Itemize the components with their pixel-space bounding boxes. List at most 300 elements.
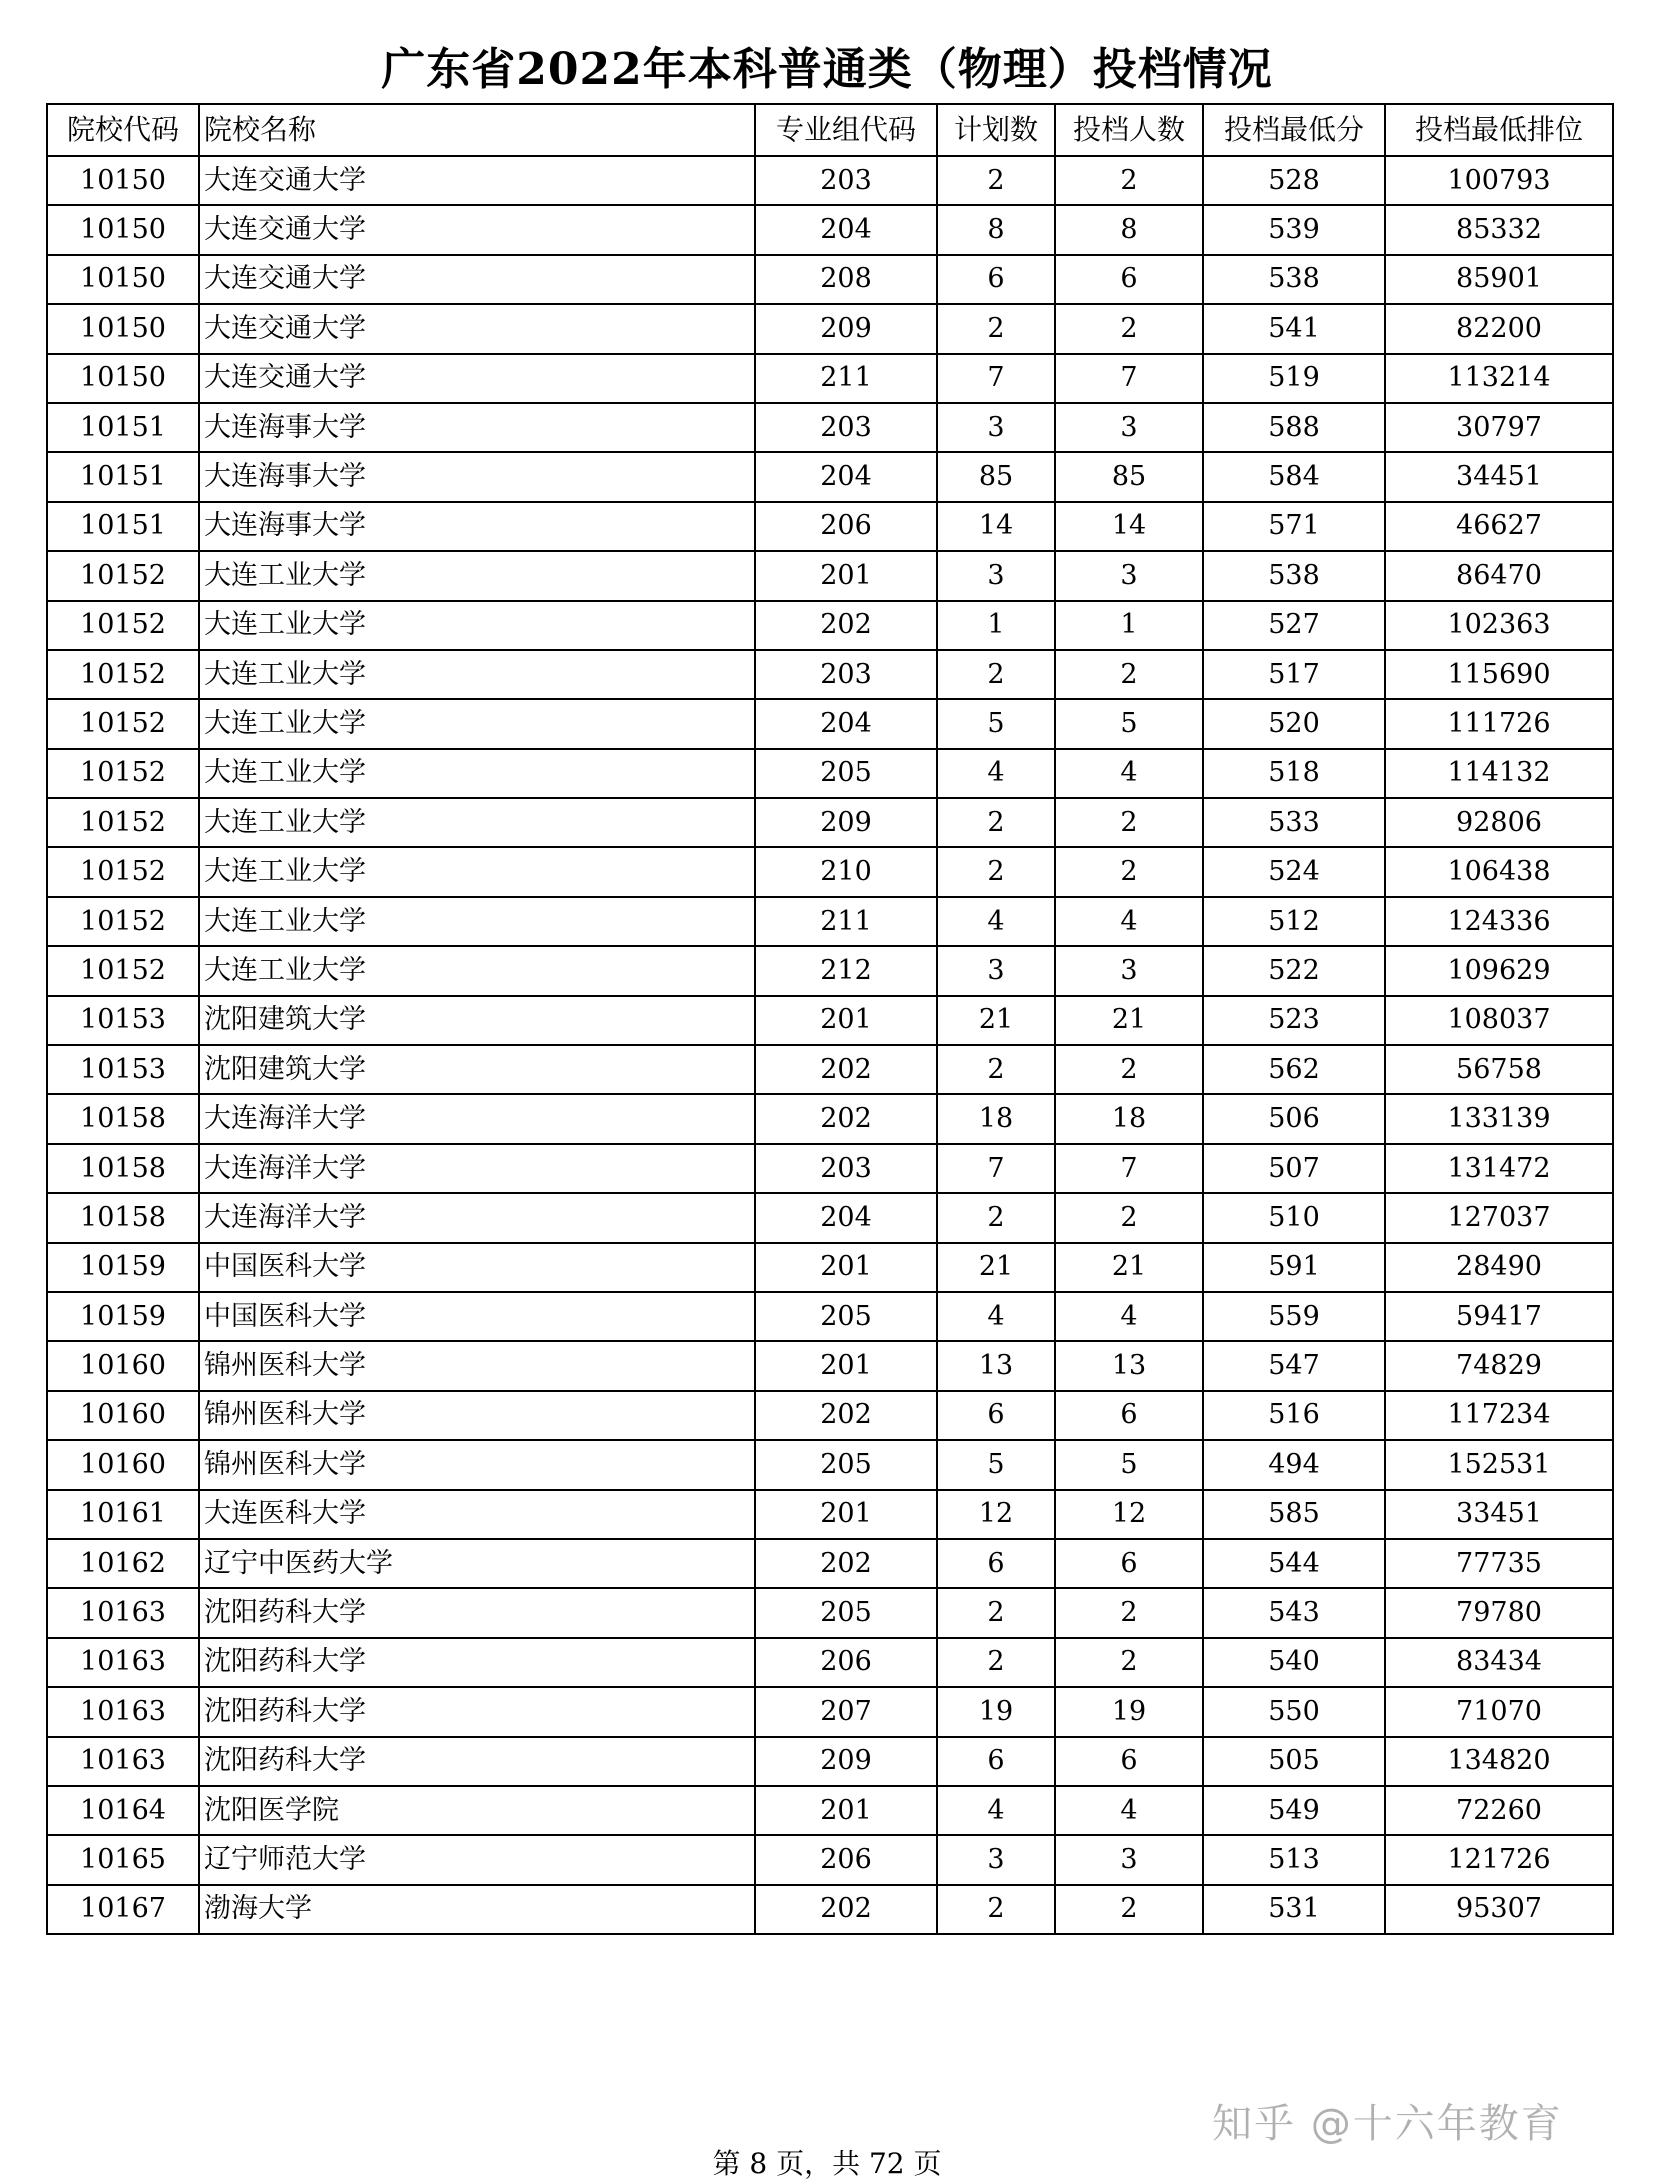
plan-count-cell: 2: [937, 650, 1055, 699]
min-score-cell: 531: [1203, 1885, 1385, 1934]
school-code-cell: 10163: [47, 1588, 199, 1637]
group-code-cell: 211: [755, 897, 937, 946]
min-rank-cell: 56758: [1385, 1045, 1613, 1094]
min-rank-cell: 71070: [1385, 1687, 1613, 1736]
school-code-cell: 10164: [47, 1786, 199, 1835]
table-row: [47, 1094, 1613, 1143]
min-rank-cell: 102363: [1385, 601, 1613, 650]
school-code-cell: 10151: [47, 502, 199, 551]
group-code-cell: 212: [755, 946, 937, 995]
min-rank-cell: 115690: [1385, 650, 1613, 699]
school-code-cell: 10152: [47, 601, 199, 650]
plan-count-cell: 21: [937, 1243, 1055, 1292]
school-code-cell: 10150: [47, 156, 199, 205]
min-rank-cell: 95307: [1385, 1885, 1613, 1934]
admitted-count-cell: 2: [1055, 798, 1203, 847]
school-name-cell: 大连工业大学: [199, 551, 755, 600]
group-code-cell: 201: [755, 996, 937, 1045]
group-code-cell: 204: [755, 699, 937, 748]
column-header: 投档最低排位: [1385, 104, 1613, 156]
admitted-count-cell: 5: [1055, 699, 1203, 748]
table-row: [47, 1243, 1613, 1292]
plan-count-cell: 85: [937, 452, 1055, 501]
plan-count-cell: 7: [937, 354, 1055, 403]
school-name-cell: 沈阳建筑大学: [199, 996, 755, 1045]
table-row: [47, 551, 1613, 600]
min-rank-cell: 127037: [1385, 1193, 1613, 1242]
table-row: [47, 1687, 1613, 1736]
school-name-cell: 辽宁师范大学: [199, 1835, 755, 1884]
group-code-cell: 202: [755, 1391, 937, 1440]
table-row: [47, 452, 1613, 501]
school-name-cell: 大连工业大学: [199, 650, 755, 699]
min-rank-cell: 111726: [1385, 699, 1613, 748]
min-score-cell: 550: [1203, 1687, 1385, 1736]
watermark: 知乎 @十六年教育: [1212, 2101, 1563, 2147]
group-code-cell: 203: [755, 1144, 937, 1193]
table-row: [47, 1440, 1613, 1489]
plan-count-cell: 8: [937, 205, 1055, 254]
min-score-cell: 505: [1203, 1737, 1385, 1786]
min-rank-cell: 133139: [1385, 1094, 1613, 1143]
school-name-cell: 锦州医科大学: [199, 1341, 755, 1390]
min-rank-cell: 92806: [1385, 798, 1613, 847]
plan-count-cell: 18: [937, 1094, 1055, 1143]
plan-count-cell: 2: [937, 304, 1055, 353]
column-header: 投档最低分: [1203, 104, 1385, 156]
table-row: [47, 1737, 1613, 1786]
plan-count-cell: 4: [937, 897, 1055, 946]
school-code-cell: 10152: [47, 650, 199, 699]
group-code-cell: 203: [755, 650, 937, 699]
min-score-cell: 549: [1203, 1786, 1385, 1835]
min-score-cell: 539: [1203, 205, 1385, 254]
school-name-cell: 大连海事大学: [199, 403, 755, 452]
table-row: [47, 1193, 1613, 1242]
group-code-cell: 202: [755, 1045, 937, 1094]
table-row: [47, 1341, 1613, 1390]
admitted-count-cell: 2: [1055, 156, 1203, 205]
min-rank-cell: 30797: [1385, 403, 1613, 452]
school-code-cell: 10152: [47, 897, 199, 946]
admitted-count-cell: 6: [1055, 255, 1203, 304]
min-score-cell: 559: [1203, 1292, 1385, 1341]
min-rank-cell: 33451: [1385, 1490, 1613, 1539]
group-code-cell: 202: [755, 601, 937, 650]
min-rank-cell: 131472: [1385, 1144, 1613, 1193]
school-code-cell: 10162: [47, 1539, 199, 1588]
plan-count-cell: 6: [937, 1737, 1055, 1786]
admitted-count-cell: 18: [1055, 1094, 1203, 1143]
min-rank-cell: 124336: [1385, 897, 1613, 946]
min-score-cell: 523: [1203, 996, 1385, 1045]
table-row: [47, 1391, 1613, 1440]
admitted-count-cell: 1: [1055, 601, 1203, 650]
table-row: [47, 304, 1613, 353]
plan-count-cell: 14: [937, 502, 1055, 551]
plan-count-cell: 2: [937, 1588, 1055, 1637]
admitted-count-cell: 2: [1055, 650, 1203, 699]
school-code-cell: 10151: [47, 403, 199, 452]
school-name-cell: 辽宁中医药大学: [199, 1539, 755, 1588]
admitted-count-cell: 7: [1055, 354, 1203, 403]
min-rank-cell: 106438: [1385, 847, 1613, 896]
school-code-cell: 10150: [47, 354, 199, 403]
group-code-cell: 207: [755, 1687, 937, 1736]
plan-count-cell: 4: [937, 1292, 1055, 1341]
min-score-cell: 538: [1203, 255, 1385, 304]
school-name-cell: 大连工业大学: [199, 897, 755, 946]
school-code-cell: 10150: [47, 304, 199, 353]
school-code-cell: 10150: [47, 205, 199, 254]
admitted-count-cell: 7: [1055, 1144, 1203, 1193]
plan-count-cell: 2: [937, 1193, 1055, 1242]
admitted-count-cell: 3: [1055, 946, 1203, 995]
min-rank-cell: 86470: [1385, 551, 1613, 600]
school-name-cell: 锦州医科大学: [199, 1391, 755, 1440]
plan-count-cell: 1: [937, 601, 1055, 650]
group-code-cell: 201: [755, 551, 937, 600]
school-name-cell: 大连工业大学: [199, 749, 755, 798]
group-code-cell: 208: [755, 255, 937, 304]
admitted-count-cell: 2: [1055, 1638, 1203, 1687]
admitted-count-cell: 14: [1055, 502, 1203, 551]
group-code-cell: 206: [755, 1638, 937, 1687]
admitted-count-cell: 2: [1055, 1045, 1203, 1094]
table-row: [47, 1045, 1613, 1094]
plan-count-cell: 2: [937, 1638, 1055, 1687]
school-name-cell: 大连交通大学: [199, 354, 755, 403]
admitted-count-cell: 13: [1055, 1341, 1203, 1390]
school-name-cell: 大连交通大学: [199, 304, 755, 353]
table-row: [47, 354, 1613, 403]
admitted-count-cell: 8: [1055, 205, 1203, 254]
school-name-cell: 沈阳建筑大学: [199, 1045, 755, 1094]
school-code-cell: 10152: [47, 699, 199, 748]
school-code-cell: 10159: [47, 1292, 199, 1341]
column-header: 院校代码: [47, 104, 199, 156]
min-score-cell: 533: [1203, 798, 1385, 847]
school-name-cell: 渤海大学: [199, 1885, 755, 1934]
school-code-cell: 10152: [47, 551, 199, 600]
table-row: [47, 205, 1613, 254]
table-row: [47, 897, 1613, 946]
min-score-cell: 562: [1203, 1045, 1385, 1094]
min-score-cell: 544: [1203, 1539, 1385, 1588]
school-name-cell: 大连海事大学: [199, 502, 755, 551]
school-code-cell: 10160: [47, 1391, 199, 1440]
school-code-cell: 10160: [47, 1440, 199, 1489]
plan-count-cell: 4: [937, 1786, 1055, 1835]
school-code-cell: 10163: [47, 1638, 199, 1687]
plan-count-cell: 2: [937, 798, 1055, 847]
plan-count-cell: 2: [937, 156, 1055, 205]
group-code-cell: 204: [755, 1193, 937, 1242]
table-row: [47, 798, 1613, 847]
admitted-count-cell: 6: [1055, 1539, 1203, 1588]
min-score-cell: 516: [1203, 1391, 1385, 1440]
admitted-count-cell: 2: [1055, 847, 1203, 896]
min-score-cell: 527: [1203, 601, 1385, 650]
school-name-cell: 沈阳医学院: [199, 1786, 755, 1835]
group-code-cell: 203: [755, 156, 937, 205]
plan-count-cell: 2: [937, 1885, 1055, 1934]
plan-count-cell: 3: [937, 551, 1055, 600]
plan-count-cell: 3: [937, 946, 1055, 995]
plan-count-cell: 12: [937, 1490, 1055, 1539]
school-name-cell: 大连交通大学: [199, 255, 755, 304]
group-code-cell: 206: [755, 1835, 937, 1884]
school-name-cell: 中国医科大学: [199, 1292, 755, 1341]
group-code-cell: 211: [755, 354, 937, 403]
min-rank-cell: 77735: [1385, 1539, 1613, 1588]
school-code-cell: 10152: [47, 946, 199, 995]
table-row: [47, 1835, 1613, 1884]
admitted-count-cell: 6: [1055, 1391, 1203, 1440]
table-header-row: [47, 104, 1613, 156]
min-rank-cell: 114132: [1385, 749, 1613, 798]
group-code-cell: 209: [755, 798, 937, 847]
admitted-count-cell: 2: [1055, 304, 1203, 353]
column-header: 专业组代码: [755, 104, 937, 156]
table-row: [47, 749, 1613, 798]
school-code-cell: 10158: [47, 1144, 199, 1193]
min-rank-cell: 85332: [1385, 205, 1613, 254]
school-name-cell: 大连工业大学: [199, 699, 755, 748]
table-row: [47, 996, 1613, 1045]
group-code-cell: 206: [755, 502, 937, 551]
school-code-cell: 10159: [47, 1243, 199, 1292]
min-rank-cell: 85901: [1385, 255, 1613, 304]
min-score-cell: 513: [1203, 1835, 1385, 1884]
min-score-cell: 512: [1203, 897, 1385, 946]
min-score-cell: 517: [1203, 650, 1385, 699]
school-name-cell: 大连工业大学: [199, 847, 755, 896]
column-header: 院校名称: [199, 104, 755, 156]
group-code-cell: 201: [755, 1786, 937, 1835]
school-code-cell: 10153: [47, 1045, 199, 1094]
group-code-cell: 201: [755, 1341, 937, 1390]
min-score-cell: 591: [1203, 1243, 1385, 1292]
table-row: [47, 156, 1613, 205]
group-code-cell: 201: [755, 1243, 937, 1292]
school-name-cell: 沈阳药科大学: [199, 1737, 755, 1786]
min-score-cell: 519: [1203, 354, 1385, 403]
min-score-cell: 585: [1203, 1490, 1385, 1539]
admitted-count-cell: 2: [1055, 1193, 1203, 1242]
school-code-cell: 10151: [47, 452, 199, 501]
min-rank-cell: 100793: [1385, 156, 1613, 205]
min-score-cell: 571: [1203, 502, 1385, 551]
school-name-cell: 大连海洋大学: [199, 1094, 755, 1143]
group-code-cell: 210: [755, 847, 937, 896]
min-rank-cell: 79780: [1385, 1588, 1613, 1637]
group-code-cell: 202: [755, 1885, 937, 1934]
group-code-cell: 203: [755, 403, 937, 452]
school-name-cell: 大连海洋大学: [199, 1144, 755, 1193]
group-code-cell: 202: [755, 1094, 937, 1143]
school-code-cell: 10153: [47, 996, 199, 1045]
school-name-cell: 大连工业大学: [199, 601, 755, 650]
table-row: [47, 1539, 1613, 1588]
group-code-cell: 209: [755, 304, 937, 353]
plan-count-cell: 7: [937, 1144, 1055, 1193]
min-score-cell: 520: [1203, 699, 1385, 748]
min-score-cell: 547: [1203, 1341, 1385, 1390]
column-header: 投档人数: [1055, 104, 1203, 156]
admitted-count-cell: 4: [1055, 1292, 1203, 1341]
min-score-cell: 522: [1203, 946, 1385, 995]
school-code-cell: 10161: [47, 1490, 199, 1539]
min-score-cell: 506: [1203, 1094, 1385, 1143]
table-row: [47, 1490, 1613, 1539]
school-name-cell: 大连交通大学: [199, 205, 755, 254]
school-code-cell: 10152: [47, 847, 199, 896]
min-score-cell: 543: [1203, 1588, 1385, 1637]
table-row: [47, 502, 1613, 551]
school-code-cell: 10152: [47, 798, 199, 847]
school-name-cell: 大连交通大学: [199, 156, 755, 205]
table-row: [47, 1588, 1613, 1637]
min-score-cell: 494: [1203, 1440, 1385, 1489]
table-row: [47, 946, 1613, 995]
min-score-cell: 540: [1203, 1638, 1385, 1687]
min-score-cell: 507: [1203, 1144, 1385, 1193]
table-row: [47, 1638, 1613, 1687]
school-name-cell: 沈阳药科大学: [199, 1638, 755, 1687]
table-row: [47, 847, 1613, 896]
min-rank-cell: 74829: [1385, 1341, 1613, 1390]
min-rank-cell: 117234: [1385, 1391, 1613, 1440]
school-name-cell: 沈阳药科大学: [199, 1588, 755, 1637]
school-name-cell: 大连海事大学: [199, 452, 755, 501]
table-row: [47, 601, 1613, 650]
min-rank-cell: 59417: [1385, 1292, 1613, 1341]
group-code-cell: 209: [755, 1737, 937, 1786]
plan-count-cell: 2: [937, 1045, 1055, 1094]
admitted-count-cell: 3: [1055, 403, 1203, 452]
min-score-cell: 528: [1203, 156, 1385, 205]
school-code-cell: 10163: [47, 1687, 199, 1736]
school-name-cell: 大连工业大学: [199, 946, 755, 995]
table-row: [47, 1885, 1613, 1934]
min-score-cell: 518: [1203, 749, 1385, 798]
plan-count-cell: 3: [937, 403, 1055, 452]
min-score-cell: 510: [1203, 1193, 1385, 1242]
min-rank-cell: 113214: [1385, 354, 1613, 403]
min-rank-cell: 109629: [1385, 946, 1613, 995]
admitted-count-cell: 12: [1055, 1490, 1203, 1539]
table-row: [47, 650, 1613, 699]
group-code-cell: 202: [755, 1539, 937, 1588]
group-code-cell: 204: [755, 205, 937, 254]
group-code-cell: 205: [755, 1292, 937, 1341]
school-name-cell: 大连工业大学: [199, 798, 755, 847]
admitted-count-cell: 3: [1055, 1835, 1203, 1884]
admitted-count-cell: 4: [1055, 749, 1203, 798]
admitted-count-cell: 21: [1055, 1243, 1203, 1292]
min-rank-cell: 83434: [1385, 1638, 1613, 1687]
table-row: [47, 699, 1613, 748]
admitted-count-cell: 6: [1055, 1737, 1203, 1786]
admitted-count-cell: 85: [1055, 452, 1203, 501]
admitted-count-cell: 2: [1055, 1885, 1203, 1934]
page-title: 广东省2022年本科普通类（物理）投档情况: [381, 44, 1273, 95]
min-score-cell: 538: [1203, 551, 1385, 600]
plan-count-cell: 5: [937, 699, 1055, 748]
admitted-count-cell: 4: [1055, 1786, 1203, 1835]
min-rank-cell: 108037: [1385, 996, 1613, 1045]
admitted-count-cell: 3: [1055, 551, 1203, 600]
group-code-cell: 205: [755, 749, 937, 798]
group-code-cell: 205: [755, 1588, 937, 1637]
min-rank-cell: 46627: [1385, 502, 1613, 551]
table-row: [47, 1292, 1613, 1341]
min-rank-cell: 134820: [1385, 1737, 1613, 1786]
group-code-cell: 205: [755, 1440, 937, 1489]
school-code-cell: 10163: [47, 1737, 199, 1786]
plan-count-cell: 4: [937, 749, 1055, 798]
table-row: [47, 403, 1613, 452]
school-code-cell: 10150: [47, 255, 199, 304]
min-score-cell: 541: [1203, 304, 1385, 353]
table-row: [47, 1144, 1613, 1193]
min-rank-cell: 28490: [1385, 1243, 1613, 1292]
admitted-count-cell: 4: [1055, 897, 1203, 946]
admitted-count-cell: 2: [1055, 1588, 1203, 1637]
table-row: [47, 255, 1613, 304]
school-name-cell: 大连海洋大学: [199, 1193, 755, 1242]
plan-count-cell: 6: [937, 1539, 1055, 1588]
school-code-cell: 10158: [47, 1094, 199, 1143]
min-rank-cell: 34451: [1385, 452, 1613, 501]
min-rank-cell: 152531: [1385, 1440, 1613, 1489]
plan-count-cell: 19: [937, 1687, 1055, 1736]
school-code-cell: 10152: [47, 749, 199, 798]
min-score-cell: 524: [1203, 847, 1385, 896]
table-row: [47, 1786, 1613, 1835]
group-code-cell: 204: [755, 452, 937, 501]
plan-count-cell: 3: [937, 1835, 1055, 1884]
plan-count-cell: 6: [937, 255, 1055, 304]
admitted-count-cell: 5: [1055, 1440, 1203, 1489]
plan-count-cell: 5: [937, 1440, 1055, 1489]
plan-count-cell: 21: [937, 996, 1055, 1045]
school-code-cell: 10160: [47, 1341, 199, 1390]
school-name-cell: 中国医科大学: [199, 1243, 755, 1292]
column-header: 计划数: [937, 104, 1055, 156]
min-rank-cell: 121726: [1385, 1835, 1613, 1884]
plan-count-cell: 2: [937, 847, 1055, 896]
school-code-cell: 10167: [47, 1885, 199, 1934]
min-rank-cell: 82200: [1385, 304, 1613, 353]
min-score-cell: 588: [1203, 403, 1385, 452]
min-rank-cell: 72260: [1385, 1786, 1613, 1835]
school-code-cell: 10158: [47, 1193, 199, 1242]
admitted-count-cell: 21: [1055, 996, 1203, 1045]
page-number: 第 8 页，共 72 页: [712, 2147, 942, 2180]
group-code-cell: 201: [755, 1490, 937, 1539]
school-name-cell: 锦州医科大学: [199, 1440, 755, 1489]
admission-table: [46, 103, 1614, 1935]
admitted-count-cell: 19: [1055, 1687, 1203, 1736]
school-code-cell: 10165: [47, 1835, 199, 1884]
school-name-cell: 大连医科大学: [199, 1490, 755, 1539]
min-score-cell: 584: [1203, 452, 1385, 501]
plan-count-cell: 13: [937, 1341, 1055, 1390]
school-name-cell: 沈阳药科大学: [199, 1687, 755, 1736]
plan-count-cell: 6: [937, 1391, 1055, 1440]
